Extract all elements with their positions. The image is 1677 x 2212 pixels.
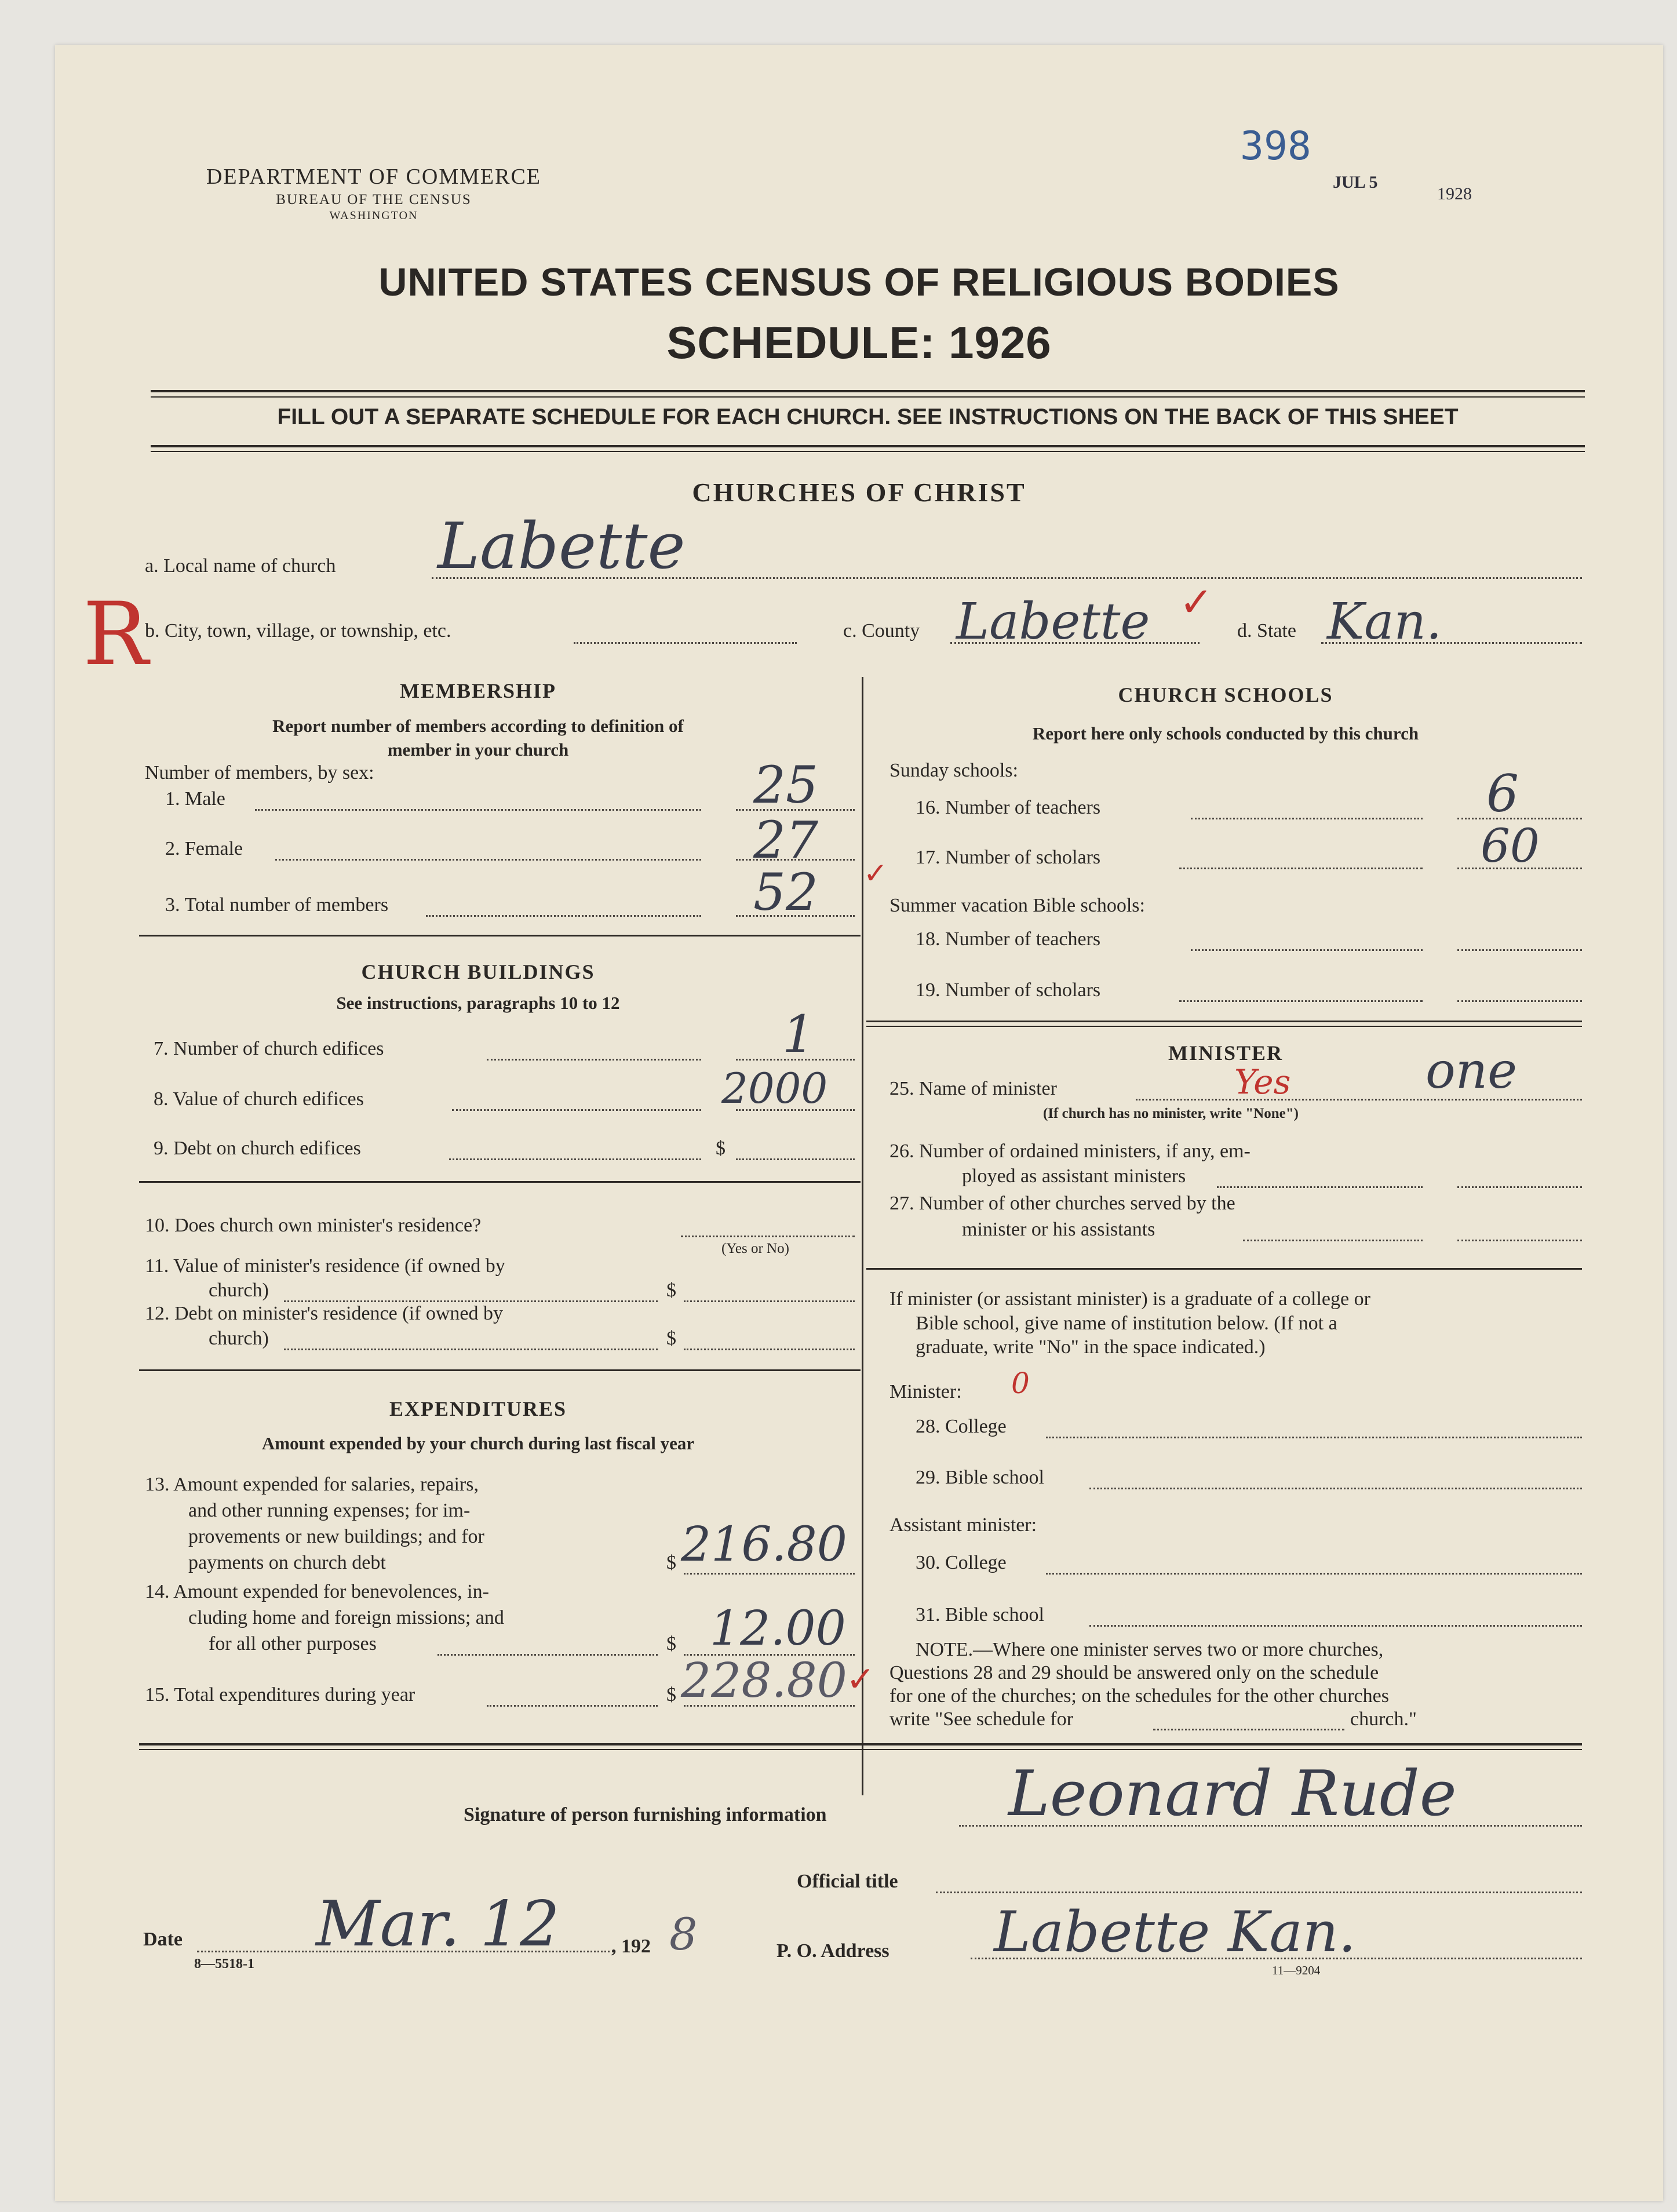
q14-label-3: for all other purposes — [209, 1633, 377, 1655]
column-divider — [862, 677, 863, 1795]
q31-line — [1089, 1625, 1582, 1627]
q13-label-1: 13. Amount expended for salaries, repairs, — [145, 1474, 479, 1495]
q25-label: 25. Name of minister — [889, 1078, 1057, 1099]
signature-label: Signature of person furnishing information — [464, 1804, 827, 1825]
q28-label: 28. College — [916, 1416, 1007, 1437]
title-rule-top — [151, 390, 1585, 392]
official-title-label: Official title — [797, 1871, 898, 1892]
q26-label-1: 26. Number of ordained ministers, if any, em- — [889, 1140, 1251, 1162]
city-line — [574, 642, 797, 644]
form-subtitle: SCHEDULE: 1926 — [666, 317, 1052, 368]
county-value: Labette — [956, 593, 1150, 651]
city-label: b. City, town, village, or township, etc. — [145, 620, 451, 642]
official-title-line — [936, 1892, 1582, 1893]
received-stamp-year: 1928 — [1437, 184, 1472, 203]
note-blank-line — [1153, 1729, 1344, 1730]
q17-value: 60 — [1481, 819, 1540, 873]
bureau-city: WASHINGTON — [329, 209, 418, 222]
q27-label-2: minister or his assistants — [962, 1219, 1155, 1240]
note-line-1: NOTE.—Where one minister serves two or more churches, — [916, 1639, 1384, 1660]
expenditures-heading: EXPENDITURES — [389, 1397, 567, 1420]
graduate-instruction-3: graduate, write "No" in the space indicated.) — [916, 1336, 1266, 1358]
q27-answer-line — [1457, 1240, 1582, 1241]
q14-label-2: cluding home and foreign missions; and — [188, 1607, 504, 1628]
signature-value: Leonard Rude — [1008, 1758, 1457, 1830]
note-line-4b: church." — [1350, 1708, 1417, 1730]
date-value: Mar. 12 — [316, 1888, 560, 1960]
q3-total-label: 3. Total number of members — [165, 894, 389, 916]
q9-line — [449, 1158, 701, 1160]
membership-heading: MEMBERSHIP — [399, 679, 556, 702]
q7-value: 1 — [782, 1004, 815, 1064]
q30-label: 30. College — [916, 1552, 1007, 1573]
q16-line — [1191, 818, 1423, 819]
q10-label: 10. Does church own minister's residence? — [145, 1215, 482, 1236]
q13-dollar: $ — [666, 1552, 676, 1573]
church-schools-sub: Report here only schools conducted by this church — [1032, 723, 1419, 744]
footer-rule-2 — [139, 1749, 1582, 1750]
received-stamp-number: 398 — [1240, 123, 1311, 169]
q13-label-4: payments on church debt — [188, 1552, 386, 1573]
q14-dollar: $ — [666, 1633, 676, 1655]
q18-answer-line — [1457, 949, 1582, 951]
q13-answer-line — [684, 1573, 855, 1575]
church-schools-heading: CHURCH SCHOOLS — [1118, 683, 1333, 706]
q9-dollar: $ — [716, 1138, 726, 1159]
q2-female-label: 2. Female — [165, 838, 243, 859]
q13-label-3: provements or new buildings; and for — [188, 1526, 484, 1547]
local-name-value: Labette — [438, 509, 686, 583]
q12-label-1: 12. Debt on minister's residence (if owned by — [145, 1303, 503, 1324]
q26-answer-line — [1457, 1186, 1582, 1188]
q14-line — [438, 1654, 658, 1656]
q11-line — [284, 1300, 658, 1302]
q29-label: 29. Bible school — [916, 1467, 1044, 1488]
q19-label: 19. Number of scholars — [916, 979, 1101, 1001]
q3-line — [426, 915, 701, 917]
q1-line — [255, 809, 701, 811]
received-stamp-date: JUL 5 — [1333, 173, 1378, 192]
q8-label: 8. Value of church edifices — [154, 1088, 364, 1110]
schools-rule-2 — [866, 1026, 1582, 1027]
print-code: 11—9204 — [1272, 1963, 1321, 1977]
bureau-name: BUREAU OF THE CENSUS — [276, 192, 472, 207]
q12-dollar: $ — [666, 1328, 676, 1349]
q27-label-1: 27. Number of other churches served by the — [889, 1193, 1235, 1214]
minister-heading: MINISTER — [1168, 1041, 1284, 1065]
q14-value: 12.00 — [710, 1601, 846, 1656]
footer-rule — [139, 1743, 1582, 1745]
buildings-rule-2 — [139, 1369, 861, 1371]
year-prefix: , 192 — [611, 1936, 651, 1957]
instruction-rule-2 — [151, 451, 1585, 452]
census-form-sheet — [55, 45, 1663, 2201]
form-title: UNITED STATES CENSUS OF RELIGIOUS BODIES — [378, 260, 1340, 304]
county-label: c. County — [843, 620, 920, 642]
note-line-2: Questions 28 and 29 should be answered only on the schedule — [889, 1662, 1379, 1683]
department-name: DEPARTMENT OF COMMERCE — [206, 165, 542, 189]
q8-value: 2000 — [721, 1064, 828, 1113]
q16-value: 6 — [1486, 764, 1519, 823]
q27-line — [1243, 1240, 1423, 1241]
q28-line — [1046, 1437, 1582, 1438]
expenditures-sub: Amount expended by your church during last fiscal year — [261, 1433, 695, 1453]
membership-rule — [139, 935, 861, 936]
assistant-minister-label: Assistant minister: — [889, 1514, 1037, 1536]
q25-value-red: Yes — [1234, 1062, 1291, 1102]
q15-value: 228.80 — [681, 1653, 847, 1708]
q30-line — [1046, 1573, 1582, 1575]
q2-female-value: 27 — [753, 810, 818, 870]
q12-label-2: church) — [209, 1328, 269, 1349]
department-heading — [154, 164, 594, 223]
q25-value: one — [1426, 1042, 1518, 1100]
q9-label: 9. Debt on church edifices — [154, 1138, 361, 1159]
membership-sub-1: Report number of members according to definition of — [272, 716, 684, 736]
buildings-sub: See instructions, paragraphs 10 to 12 — [336, 993, 620, 1013]
q19-answer-line — [1457, 1000, 1582, 1002]
yes-no-hint: (Yes or No) — [721, 1241, 789, 1256]
q17-line — [1179, 868, 1423, 869]
county-check-mark: ✓ — [1179, 581, 1213, 625]
state-label: d. State — [1237, 620, 1296, 642]
note-line-4a: write "See schedule for — [889, 1708, 1073, 1730]
q15-line — [487, 1705, 658, 1707]
q17-label: 17. Number of scholars — [916, 847, 1101, 868]
minister-rule — [866, 1268, 1582, 1270]
q11-label-2: church) — [209, 1280, 269, 1301]
note-line-3: for one of the churches; on the schedules for the other churches — [889, 1685, 1389, 1707]
q12-line — [284, 1349, 658, 1350]
date-label: Date — [143, 1929, 183, 1950]
members-by-sex-label: Number of members, by sex: — [145, 762, 374, 784]
instruction-rule — [151, 445, 1585, 447]
local-name-label: a. Local name of church — [145, 555, 336, 577]
q10-answer-line — [681, 1236, 855, 1237]
q13-label-2: and other running expenses; for im- — [188, 1500, 471, 1521]
q15-dollar: $ — [666, 1684, 676, 1706]
q7-label: 7. Number of church edifices — [154, 1038, 384, 1059]
schools-rule — [866, 1021, 1582, 1022]
q3-check-mark: ✓ — [863, 857, 888, 890]
q18-line — [1191, 949, 1423, 951]
q8-line — [452, 1109, 701, 1111]
q1-male-value: 25 — [753, 755, 818, 815]
q19-line — [1179, 1000, 1423, 1002]
q26-line — [1217, 1186, 1423, 1188]
q9-answer-line — [736, 1158, 855, 1160]
margin-check-mark: R — [83, 584, 148, 685]
q11-label-1: 11. Value of minister's residence (if owned by — [145, 1255, 505, 1277]
minister-education-label: Minister: — [889, 1381, 962, 1402]
q3-total-value: 52 — [753, 862, 818, 922]
minister-education-mark: 0 — [1011, 1366, 1030, 1400]
q31-label: 31. Bible school — [916, 1604, 1044, 1626]
year-digit: 8 — [669, 1908, 698, 1960]
summer-schools-label: Summer vacation Bible schools: — [889, 895, 1145, 916]
buildings-heading: CHURCH BUILDINGS — [361, 960, 595, 983]
q13-value: 216.80 — [681, 1517, 847, 1572]
denomination-heading: CHURCHES OF CHRIST — [692, 478, 1026, 507]
q29-line — [1089, 1488, 1582, 1489]
graduate-instruction-2: Bible school, give name of institution below. (If not a — [916, 1313, 1337, 1334]
graduate-instruction-1: If minister (or assistant minister) is a graduate of a college or — [889, 1288, 1370, 1310]
q12-answer-line — [684, 1349, 855, 1350]
po-address-value: Labette Kan. — [994, 1900, 1357, 1965]
q11-answer-line — [684, 1300, 855, 1302]
form-number: 8—5518-1 — [194, 1956, 254, 1972]
q16-label: 16. Number of teachers — [916, 797, 1101, 818]
membership-sub-2: member in your church — [387, 739, 569, 760]
q15-check-mark: ✓ — [846, 1660, 876, 1699]
sunday-schools-label: Sunday schools: — [889, 760, 1018, 781]
title-rule-top-2 — [151, 396, 1585, 398]
q15-label: 15. Total expenditures during year — [145, 1684, 415, 1706]
po-address-label: P. O. Address — [776, 1940, 889, 1962]
q2-line — [275, 859, 701, 861]
q26-label-2: ployed as assistant ministers — [962, 1165, 1186, 1187]
q18-label: 18. Number of teachers — [916, 928, 1101, 950]
buildings-rule-1 — [139, 1181, 861, 1183]
q25-note: (If church has no minister, write "None") — [1043, 1106, 1299, 1121]
q7-line — [487, 1059, 701, 1061]
fill-out-instruction: FILL OUT A SEPARATE SCHEDULE FOR EACH CHURCH. SEE INSTRUCTIONS ON THE BACK OF THIS SHEET — [277, 404, 1459, 429]
q11-dollar: $ — [666, 1280, 676, 1301]
q14-label-1: 14. Amount expended for benevolences, in- — [145, 1581, 489, 1602]
q1-male-label: 1. Male — [165, 788, 225, 810]
state-value: Kan. — [1327, 593, 1442, 651]
